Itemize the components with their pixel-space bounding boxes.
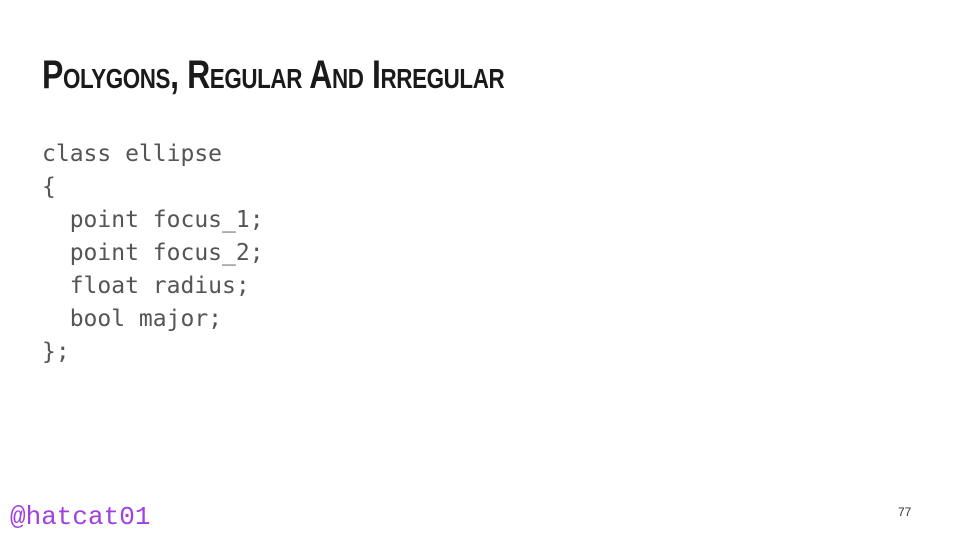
code-line: class ellipse	[42, 141, 223, 167]
code-line: point focus_1;	[42, 207, 264, 233]
page-number: 77	[898, 505, 912, 519]
code-line: point focus_2;	[42, 240, 264, 266]
twitter-handle: @hatcat01	[10, 502, 151, 532]
slide-title: Polygons, Regular And Irregular	[42, 53, 505, 97]
code-line: };	[42, 339, 70, 365]
code-line: float radius;	[42, 273, 250, 299]
code-line: {	[42, 174, 56, 200]
code-block	[42, 138, 264, 369]
code-line: bool major;	[42, 306, 223, 332]
